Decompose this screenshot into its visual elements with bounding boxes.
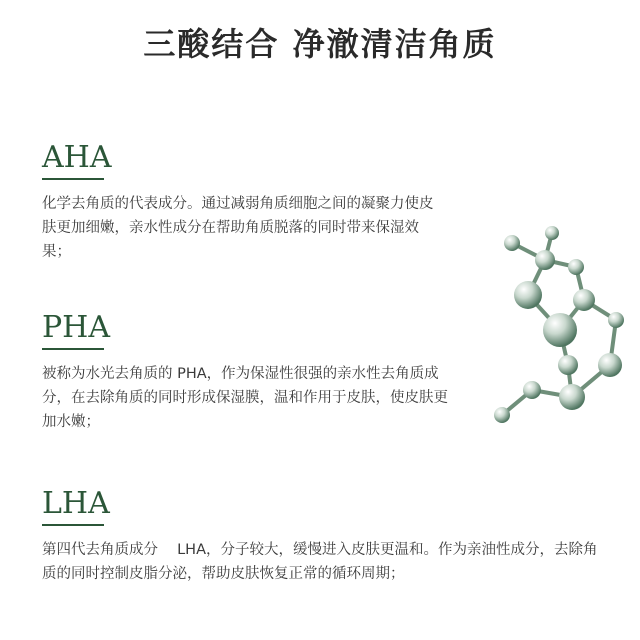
pha-description: 被称为水光去角质的 PHA，作为保湿性很强的亲水性去角质成分，在去除角质的同时形成保湿膜，温和作用于皮肤，使皮肤更加水嫩； xyxy=(42,366,448,430)
lha-description: 第四代去角质成分 LHA，分子较大，缓慢进入皮肤更温和。作为亲油性成分，去除角质的同时控制皮脂分泌，帮助皮肤恢复正常的循环周期； xyxy=(42,542,598,582)
aha-description: 化学去角质的代表成分。通过减弱角质细胞之间的凝聚力使皮肤更加细嫩，亲水性成分在帮助角质脱落的同时带来保湿效果； xyxy=(42,196,434,260)
aha-heading: AHA xyxy=(42,140,112,175)
lha-heading: LHA xyxy=(42,486,110,521)
pha-heading: PHA xyxy=(42,310,111,345)
molecule-icon xyxy=(480,215,630,435)
page-title: 三酸结合 净澈清洁角质 xyxy=(143,25,497,63)
section-lha xyxy=(42,486,598,586)
pha-underline xyxy=(42,348,104,350)
section-aha xyxy=(42,140,442,264)
section-pha xyxy=(42,310,452,434)
lha-underline xyxy=(42,524,104,526)
aha-underline xyxy=(42,178,104,180)
